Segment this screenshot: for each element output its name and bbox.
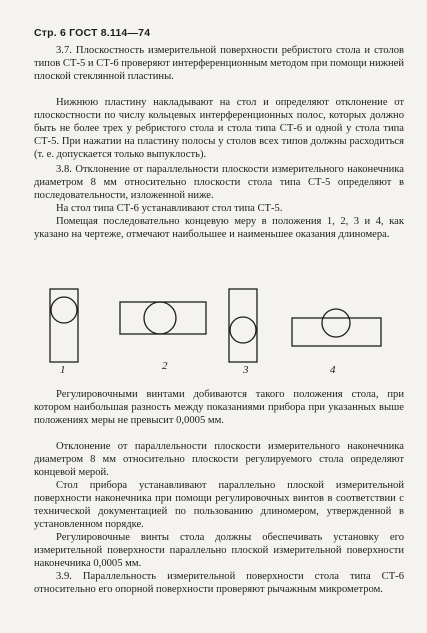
paragraph-deviation-tip: Отклонение от параллельности плоскости измерительного наконечника диаметром 8 мм относительно плоскости регулируемого стола определяют концевой мерой.	[34, 441, 404, 479]
paragraph-3-8: 3.8. Отклонение от параллельности плоскости измерительного наконечника диаметром 8 мм относительно плоскости стола типа СТ-5 определяют в последовательности, изложенной ниже.	[34, 164, 404, 202]
paragraph-adjust-screws: Регулировочными винтами добиваются такого положения стола, при котором наибольшая разность между показаниями прибора при указанных выше положениях меры не превысит 0,0005 мм.	[34, 389, 404, 427]
position-1-block	[50, 289, 78, 362]
figure-label-3: 3	[243, 364, 249, 376]
paragraph-screw-requirement: Регулировочные винты стола должны обеспечивать установку его измерительной поверхности параллельно плоской измерительной поверхности наконечника 0,0005 мм.	[34, 532, 404, 570]
figure-drawing	[30, 284, 400, 379]
figure-label-2: 2	[162, 360, 168, 372]
position-4-circle	[322, 309, 350, 337]
position-3-block	[229, 289, 257, 362]
position-4-block	[292, 318, 381, 346]
paragraph-install-table: На стол типа СТ-6 устанавливают стол типа СТ-5.	[56, 203, 283, 214]
paragraph-instrument-table: Стол прибора устанавливают параллельно плоской измерительной поверхности наконечника при помощи регулировочных винтов в соответствии с технической документацией по пользованию длиномером, утвержденной в установленном порядке.	[34, 480, 404, 531]
figure-label-4: 4	[330, 364, 336, 376]
paragraph-gauge-positions: Помещая последовательно концевую меру в положения 1, 2, 3 и 4, как указано на чертеже, отмечают наибольшее и наименьшее оказания длиномера.	[34, 216, 404, 241]
position-2-circle	[144, 302, 176, 334]
paragraph-3-9: 3.9. Параллельность измерительной поверхности стола типа СТ-6 относительно его опорной поверхности проверяют рычажным микрометром.	[34, 571, 404, 596]
position-1-circle	[51, 297, 77, 323]
figure-label-1: 1	[60, 364, 66, 376]
gauge-positions-figure	[30, 284, 400, 379]
page-header: Стр. 6 ГОСТ 8.114—74	[34, 27, 151, 39]
paragraph-lower-plate: Нижнюю пластину накладывают на стол и определяют отклонение от плоскостности по числу кольцевых интерференционных полос, которых должно быть не более трех у ребристого стола и стола типа СТ-6 и одной у стола типа СТ-5. При нажатии на пластину полосы у столов всех типов должны расходиться (т. е. допускается только выпуклость).	[34, 97, 404, 161]
position-2-block	[120, 302, 206, 334]
paragraph-3-7: 3.7. Плоскостность измерительной поверхности ребристого стола и столов типов СТ-5 и СТ-6 проверяют интерференционным методом при помощи нижней плоской стеклянной пластины.	[34, 45, 404, 83]
position-3-circle	[230, 317, 256, 343]
